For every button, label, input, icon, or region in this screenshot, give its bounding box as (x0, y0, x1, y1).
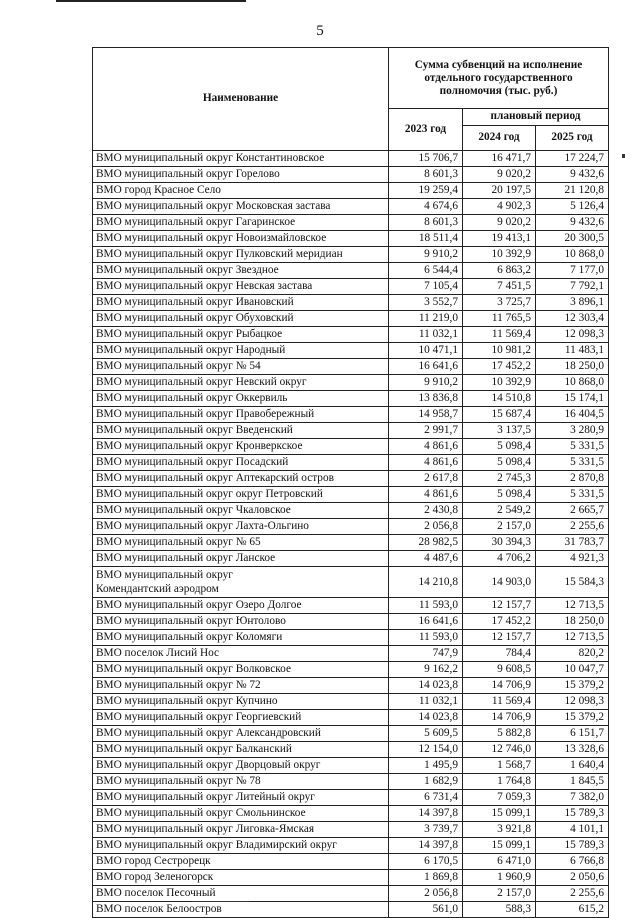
value-2025: 5 331,5 (536, 455, 609, 471)
table-row (93, 551, 609, 567)
value-2024: 3 921,8 (463, 822, 536, 838)
value-2025: 6 151,7 (536, 726, 609, 742)
value-2024: 3 137,5 (463, 423, 536, 439)
header-plan-period: плановый период (463, 109, 609, 126)
row-name: ВМО муниципальный округ Новоизмайловское (93, 231, 389, 247)
row-name: ВМО муниципальный округ Введенский (93, 423, 389, 439)
table-row (93, 630, 609, 646)
table-row (93, 279, 609, 295)
margin-mark (622, 154, 625, 158)
row-name: ВМО город Сестрорецк (93, 854, 389, 870)
value-2024: 6 863,2 (463, 263, 536, 279)
value-2023: 4 861,6 (389, 455, 463, 471)
value-2023: 11 032,1 (389, 694, 463, 710)
value-2025: 15 174,1 (536, 391, 609, 407)
bottom-rule (192, 901, 250, 902)
table-row (93, 806, 609, 822)
table-row (93, 774, 609, 790)
table-row (93, 535, 609, 551)
value-2024: 16 471,7 (463, 151, 536, 167)
value-2024: 588,3 (463, 902, 536, 918)
row-name: ВМО муниципальный округ Чкаловское (93, 503, 389, 519)
value-2023: 747,9 (389, 646, 463, 662)
row-name: ВМО муниципальный округ Пулковский меридиан (93, 247, 389, 263)
value-2024: 9 020,2 (463, 215, 536, 231)
row-name: ВМО муниципальный округ № 54 (93, 359, 389, 375)
value-2024: 6 471,0 (463, 854, 536, 870)
value-2024: 5 098,4 (463, 487, 536, 503)
value-2025: 615,2 (536, 902, 609, 918)
value-2023: 11 593,0 (389, 630, 463, 646)
value-2024: 30 394,3 (463, 535, 536, 551)
value-2025: 10 868,0 (536, 247, 609, 263)
value-2023: 4 861,6 (389, 487, 463, 503)
table-row (93, 838, 609, 854)
table-row (93, 375, 609, 391)
row-name: ВМО муниципальный округ № 72 (93, 678, 389, 694)
value-2023: 8 601,3 (389, 215, 463, 231)
value-2025: 4 101,1 (536, 822, 609, 838)
value-2025: 2 870,8 (536, 471, 609, 487)
row-name: ВМО муниципальный округ Народный (93, 343, 389, 359)
row-name: ВМО поселок Белоостров (93, 902, 389, 918)
value-2025: 10 047,7 (536, 662, 609, 678)
value-2024: 5 098,4 (463, 455, 536, 471)
value-2024: 5 882,8 (463, 726, 536, 742)
table-row (93, 886, 609, 902)
row-name: ВМО муниципальный округ Посадский (93, 455, 389, 471)
table-row (93, 167, 609, 183)
row-name: ВМО муниципальный округ Лахта-Ольгино (93, 519, 389, 535)
subsidy-table-container (92, 47, 608, 918)
value-2023: 28 982,5 (389, 535, 463, 551)
value-2023: 14 210,8 (389, 567, 463, 598)
table-row (93, 359, 609, 375)
value-2023: 6 731,4 (389, 790, 463, 806)
table-row (93, 662, 609, 678)
row-name: ВМО муниципальный округ Ланское (93, 551, 389, 567)
header-2025: 2025 год (536, 126, 609, 151)
table-row (93, 151, 609, 167)
value-2024: 17 452,2 (463, 359, 536, 375)
value-2025: 1 640,4 (536, 758, 609, 774)
table-row (93, 519, 609, 535)
table-row (93, 822, 609, 838)
row-name: ВМО муниципальный округ Горелово (93, 167, 389, 183)
value-2023: 2 056,8 (389, 519, 463, 535)
row-name: ВМО муниципальный округ Кронверкское (93, 439, 389, 455)
value-2025: 21 120,8 (536, 183, 609, 199)
subsidy-table (92, 47, 609, 918)
table-row (93, 231, 609, 247)
table-row (93, 455, 609, 471)
value-2025: 3 896,1 (536, 295, 609, 311)
table-row (93, 263, 609, 279)
value-2025: 13 328,6 (536, 742, 609, 758)
table-row (93, 247, 609, 263)
table-row (93, 742, 609, 758)
table-body (93, 151, 609, 918)
row-name: ВМО муниципальный округ Юнтолово (93, 614, 389, 630)
value-2024: 12 746,0 (463, 742, 536, 758)
value-2024: 12 157,7 (463, 630, 536, 646)
row-name: ВМО муниципальный округ № 78 (93, 774, 389, 790)
value-2025: 6 766,8 (536, 854, 609, 870)
value-2023: 1 869,8 (389, 870, 463, 886)
value-2024: 9 020,2 (463, 167, 536, 183)
table-row (93, 902, 609, 918)
table-row (93, 854, 609, 870)
value-2023: 8 601,3 (389, 167, 463, 183)
table-row (93, 487, 609, 503)
value-2023: 11 219,0 (389, 311, 463, 327)
value-2025: 7 382,0 (536, 790, 609, 806)
value-2025: 2 255,6 (536, 886, 609, 902)
table-row (93, 311, 609, 327)
value-2025: 5 331,5 (536, 439, 609, 455)
row-name: ВМО муниципальный округ Оккервиль (93, 391, 389, 407)
row-name: ВМО муниципальный округ Невская застава (93, 279, 389, 295)
value-2025: 31 783,7 (536, 535, 609, 551)
value-2025: 12 303,4 (536, 311, 609, 327)
table-row (93, 758, 609, 774)
value-2025: 12 713,5 (536, 630, 609, 646)
value-2023: 2 056,8 (389, 886, 463, 902)
row-name: ВМО муниципальный округ Купчино (93, 694, 389, 710)
table-row (93, 678, 609, 694)
table-row (93, 439, 609, 455)
value-2023: 5 609,5 (389, 726, 463, 742)
value-2024: 2 157,0 (463, 886, 536, 902)
row-name: ВМО муниципальный округ Озеро Долгое (93, 598, 389, 614)
table-row (93, 391, 609, 407)
value-2025: 1 845,5 (536, 774, 609, 790)
value-2025: 4 921,3 (536, 551, 609, 567)
value-2025: 7 792,1 (536, 279, 609, 295)
table-row (93, 295, 609, 311)
value-2025: 3 280,9 (536, 423, 609, 439)
value-2023: 9 910,2 (389, 247, 463, 263)
value-2025: 15 379,2 (536, 710, 609, 726)
value-2025: 5 331,5 (536, 487, 609, 503)
row-name: ВМО муниципальный округ Обуховский (93, 311, 389, 327)
table-row (93, 503, 609, 519)
row-name: ВМО муниципальный округ округ Петровский (93, 487, 389, 503)
row-name: ВМО муниципальный округ Правобережный (93, 407, 389, 423)
value-2024: 11 569,4 (463, 327, 536, 343)
value-2024: 20 197,5 (463, 183, 536, 199)
table-row (93, 343, 609, 359)
header-name: Наименование (93, 48, 389, 151)
header-sum: Сумма субвенций на исполнение отдельного государственного полномочия (тыс. руб.) (389, 48, 609, 109)
value-2024: 2 157,0 (463, 519, 536, 535)
value-2023: 14 023,8 (389, 710, 463, 726)
value-2025: 18 250,0 (536, 359, 609, 375)
value-2023: 14 397,8 (389, 838, 463, 854)
value-2025: 7 177,0 (536, 263, 609, 279)
value-2023: 3 552,7 (389, 295, 463, 311)
value-2023: 4 861,6 (389, 439, 463, 455)
value-2024: 2 745,3 (463, 471, 536, 487)
value-2023: 11 032,1 (389, 327, 463, 343)
value-2023: 14 023,8 (389, 678, 463, 694)
value-2025: 9 432,6 (536, 215, 609, 231)
value-2025: 15 789,3 (536, 838, 609, 854)
value-2025: 12 098,3 (536, 327, 609, 343)
value-2023: 4 674,6 (389, 199, 463, 215)
row-name: ВМО муниципальный округ Аптекарский остров (93, 471, 389, 487)
value-2023: 13 836,8 (389, 391, 463, 407)
value-2025: 10 868,0 (536, 375, 609, 391)
page-number: 5 (316, 23, 324, 39)
value-2024: 10 392,9 (463, 247, 536, 263)
value-2025: 15 789,3 (536, 806, 609, 822)
value-2023: 16 641,6 (389, 359, 463, 375)
value-2024: 10 981,2 (463, 343, 536, 359)
value-2024: 7 059,3 (463, 790, 536, 806)
row-name: ВМО муниципальный округ Комендантский аэродром (93, 567, 389, 598)
value-2024: 11 569,4 (463, 694, 536, 710)
header-2023: 2023 год (389, 109, 463, 151)
row-name: ВМО поселок Лисий Нос (93, 646, 389, 662)
value-2023: 12 154,0 (389, 742, 463, 758)
value-2024: 7 451,5 (463, 279, 536, 295)
table-row (93, 646, 609, 662)
value-2024: 3 725,7 (463, 295, 536, 311)
row-name: ВМО муниципальный округ Балканский (93, 742, 389, 758)
value-2024: 1 960,9 (463, 870, 536, 886)
value-2023: 9 162,2 (389, 662, 463, 678)
row-name: ВМО город Красное Село (93, 183, 389, 199)
value-2023: 11 593,0 (389, 598, 463, 614)
value-2025: 20 300,5 (536, 231, 609, 247)
value-2025: 11 483,1 (536, 343, 609, 359)
value-2025: 2 665,7 (536, 503, 609, 519)
value-2024: 14 510,8 (463, 391, 536, 407)
row-name: ВМО муниципальный округ Дворцовый округ (93, 758, 389, 774)
value-2025: 5 126,4 (536, 199, 609, 215)
value-2024: 15 099,1 (463, 838, 536, 854)
value-2023: 1 682,9 (389, 774, 463, 790)
table-row (93, 870, 609, 886)
value-2023: 2 991,7 (389, 423, 463, 439)
value-2024: 2 549,2 (463, 503, 536, 519)
value-2025: 12 098,3 (536, 694, 609, 710)
value-2023: 19 259,4 (389, 183, 463, 199)
row-name: ВМО муниципальный округ Лиговка-Ямская (93, 822, 389, 838)
row-name: ВМО муниципальный округ Смольнинское (93, 806, 389, 822)
value-2023: 14 958,7 (389, 407, 463, 423)
value-2025: 15 379,2 (536, 678, 609, 694)
row-name: ВМО муниципальный округ Гагаринское (93, 215, 389, 231)
value-2024: 10 392,9 (463, 375, 536, 391)
row-name: ВМО муниципальный округ Константиновское (93, 151, 389, 167)
table-row (93, 694, 609, 710)
value-2023: 561,0 (389, 902, 463, 918)
row-name: ВМО муниципальный округ Литейный округ (93, 790, 389, 806)
value-2024: 17 452,2 (463, 614, 536, 630)
table-row (93, 598, 609, 614)
row-name: ВМО муниципальный округ Ивановский (93, 295, 389, 311)
value-2023: 2 617,8 (389, 471, 463, 487)
value-2025: 820,2 (536, 646, 609, 662)
row-name: ВМО муниципальный округ Рыбацкое (93, 327, 389, 343)
value-2023: 18 511,4 (389, 231, 463, 247)
value-2024: 4 706,2 (463, 551, 536, 567)
value-2024: 4 902,3 (463, 199, 536, 215)
value-2023: 3 739,7 (389, 822, 463, 838)
table-row (93, 614, 609, 630)
value-2024: 19 413,1 (463, 231, 536, 247)
table-row (93, 471, 609, 487)
value-2023: 2 430,8 (389, 503, 463, 519)
value-2024: 14 706,9 (463, 710, 536, 726)
value-2024: 9 608,5 (463, 662, 536, 678)
table-row (93, 407, 609, 423)
value-2023: 16 641,6 (389, 614, 463, 630)
row-name: ВМО город Зеленогорск (93, 870, 389, 886)
row-name: ВМО поселок Песочный (93, 886, 389, 902)
value-2025: 12 713,5 (536, 598, 609, 614)
table-row (93, 327, 609, 343)
row-name: ВМО муниципальный округ Волковское (93, 662, 389, 678)
value-2024: 1 764,8 (463, 774, 536, 790)
value-2024: 5 098,4 (463, 439, 536, 455)
value-2023: 7 105,4 (389, 279, 463, 295)
row-name: ВМО муниципальный округ № 65 (93, 535, 389, 551)
table-row (93, 423, 609, 439)
value-2023: 1 495,9 (389, 758, 463, 774)
value-2024: 12 157,7 (463, 598, 536, 614)
row-name: ВМО муниципальный округ Владимирский округ (93, 838, 389, 854)
header-2024: 2024 год (463, 126, 536, 151)
value-2023: 10 471,1 (389, 343, 463, 359)
value-2023: 6 170,5 (389, 854, 463, 870)
table-row (93, 710, 609, 726)
table-row (93, 790, 609, 806)
table-row (93, 726, 609, 742)
table-row (93, 183, 609, 199)
value-2024: 784,4 (463, 646, 536, 662)
value-2023: 15 706,7 (389, 151, 463, 167)
value-2023: 4 487,6 (389, 551, 463, 567)
top-rule (56, 0, 246, 2)
table-row (93, 567, 609, 598)
row-name: ВМО муниципальный округ Московская застава (93, 199, 389, 215)
value-2024: 14 903,0 (463, 567, 536, 598)
value-2024: 11 765,5 (463, 311, 536, 327)
value-2025: 17 224,7 (536, 151, 609, 167)
value-2024: 15 099,1 (463, 806, 536, 822)
row-name: ВМО муниципальный округ Коломяги (93, 630, 389, 646)
value-2025: 15 584,3 (536, 567, 609, 598)
row-name: ВМО муниципальный округ Звездное (93, 263, 389, 279)
value-2024: 14 706,9 (463, 678, 536, 694)
value-2025: 2 255,6 (536, 519, 609, 535)
row-name: ВМО муниципальный округ Александровский (93, 726, 389, 742)
value-2025: 9 432,6 (536, 167, 609, 183)
row-name: ВМО муниципальный округ Георгиевский (93, 710, 389, 726)
value-2024: 1 568,7 (463, 758, 536, 774)
value-2025: 18 250,0 (536, 614, 609, 630)
value-2025: 2 050,6 (536, 870, 609, 886)
value-2024: 15 687,4 (463, 407, 536, 423)
value-2023: 6 544,4 (389, 263, 463, 279)
value-2025: 16 404,5 (536, 407, 609, 423)
row-name: ВМО муниципальный округ Невский округ (93, 375, 389, 391)
table-row (93, 199, 609, 215)
value-2023: 14 397,8 (389, 806, 463, 822)
value-2023: 9 910,2 (389, 375, 463, 391)
table-row (93, 215, 609, 231)
